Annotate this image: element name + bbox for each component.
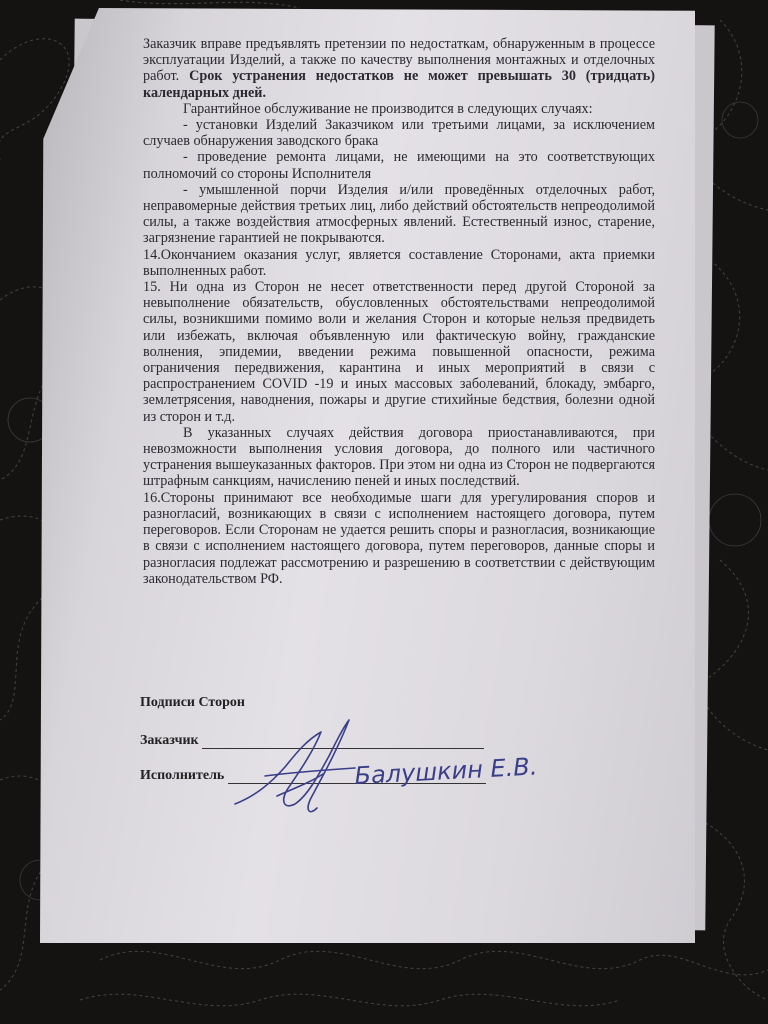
- document-text: [143, 36, 655, 587]
- paragraph-text: - умышленной порчи Изделия и/или проведённых отделочных работ, неправомерные действия третьих лиц, либо действий обстоятельств непреодолимой силы, а также воздействия атмосферных явлений. Естественный износ, старение, загрязнение гарантией не покрываются.: [143, 181, 655, 247]
- customer-label: Заказчик: [140, 733, 199, 748]
- handwritten-name: Балушкин Е.В.: [353, 752, 539, 790]
- paragraph-text: - проведение ремонта лицами, не имеющими на это соответствующих полномочий со стороны Исполнителя: [143, 149, 655, 182]
- paragraph-p2: [143, 101, 655, 117]
- paragraph-text: Заказчик вправе предъявлять претензии по недостаткам, обнаруженным в процессе эксплуатации Изделий, а также по качеству выполнения монтажных и отделочных работ.: [143, 36, 655, 85]
- paragraph-text: 15. Ни одна из Сторон не несет ответственности перед другой Стороной за невыполнение обязательств, обусловленных обстоятельствами непреодолимой силы, возникшими помимо воли и желания Сторон и которые нельзя предвидеть или избежать, включая объявленную или фактическую войну, гражданские волнения, эпидемии, введении режима повышенной опасности, режима ограничения передвижения, карантина и иных мероприятий в связи с распространением COVID -19 и иных массовых заболеваний, блокаду, эмбарго, землетрясения, наводнения, пожары и другие стихийные бедствия, болезни одной из сторон и т.д.: [143, 279, 655, 425]
- handwritten-signature: [225, 712, 545, 827]
- paragraph-p7: [143, 279, 655, 425]
- paragraph-p1: [143, 36, 655, 101]
- paragraph-p9: [143, 490, 655, 587]
- paragraph-text: 16.Стороны принимают все необходимые шаги для урегулирования споров и разногласий, возникающих в связи с исполнением настоящего договора, путем переговоров. Если Сторонам не удается решить споры и разногласия, возникающие в связи с исполнением настоящего договора, путем переговоров, данные споры и разногласия подлежат рассмотрению и разрешению в соответствии с действующим законодательством РФ.: [143, 489, 655, 587]
- contractor-label: Исполнитель: [140, 768, 225, 783]
- paragraph-text: Срок устранения недостатков не может превышать 30 (тридцать) календарных дней.: [143, 68, 655, 101]
- paragraph-p6: [143, 247, 655, 279]
- paragraph-text: Гарантийное обслуживание не производится в следующих случаях:: [183, 100, 593, 117]
- signatures-title: Подписи Сторон: [140, 695, 245, 710]
- paragraph-p4: [143, 149, 655, 181]
- paragraph-p8: [143, 425, 655, 490]
- paragraph-p3: [143, 117, 655, 149]
- paragraph-p5: [143, 182, 655, 247]
- paragraph-text: - установки Изделий Заказчиком или третьими лицами, за исключением случаев обнаружения заводского брака: [143, 117, 655, 150]
- paragraph-text: 14.Окончанием оказания услуг, является составление Сторонами, акта приемки выполненных работ.: [143, 246, 655, 279]
- paragraph-text: В указанных случаях действия договора приостанавливаются, при невозможности выполнения условия договора, до полного или частичного устранения вышеуказанных факторов. При этом ни одна из Сторон не подвергаются штрафным санкциям, начислению пеней и иных последствий.: [143, 424, 655, 490]
